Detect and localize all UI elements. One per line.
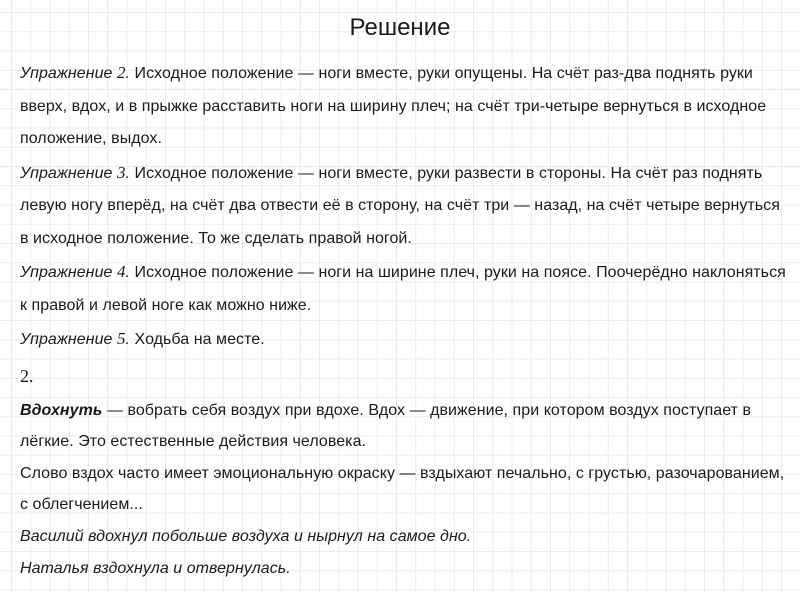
definition-text: — вобрать себя воздух при вдохе. Вдох — движение, при котором воздух поступает в лёгкие. Это естественные действия человека. [20,401,752,450]
exercise-label: Упражнение 2. [20,63,131,82]
exercise-text: Исходное положение — ноги на ширине плеч, руки на поясе. Поочерёдно наклоняться к правой и левой ноге как можно ниже. [20,264,786,314]
exercise-4-paragraph [20,256,790,322]
example-sentence: Василий вдохнул побольше воздуха и нырнул на самое дно. [20,527,472,545]
exercise-number: 2 [116,63,126,82]
section-number: 2. [20,365,34,386]
definition-paragraph [20,395,790,457]
example-sentence: Наталья вздохнула и отвернулась. [20,559,291,577]
exercise-number: 4 [116,262,126,281]
exercise-number: 5 [116,329,126,348]
exercise-number: 3 [116,162,126,182]
exercise-3-paragraph [20,157,790,256]
solution-content [20,57,790,584]
section-2-block [20,395,790,584]
exercise-text: Ходьба на месте. [130,331,265,348]
page-title: Решение [349,14,451,41]
note-paragraph: Слово вздох часто имеет эмоциональную окраску — вздыхают печально, с грустью, разочарованием, с облегчением... [20,464,785,513]
exercise-2-paragraph [20,57,790,156]
exercise-label: Упражнение 5. [20,329,131,348]
defined-term: Вдохнуть [20,401,103,419]
exercise-5-paragraph [20,323,790,357]
exercise-label: Упражнение 4. [20,262,131,281]
exercise-label: Упражнение 3. [20,162,131,182]
exercise-text: Исходное положение — ноги вместе, руки опущены. На счёт раз-два поднять руки вверх, вдох, и в прыжке расставить ноги на ширину плеч; на счёт три-четыре вернуться в исходное положение, выдох. [20,65,767,147]
exercise-text: Исходное положение — ноги вместе, руки развести в стороны. На счёт раз поднять левую ногу вперёд, на счёт два отвести её в сторону, на счёт три — назад, на счёт четыре вернуться в исходное положение. То же сделать правой ногой. [20,164,780,247]
